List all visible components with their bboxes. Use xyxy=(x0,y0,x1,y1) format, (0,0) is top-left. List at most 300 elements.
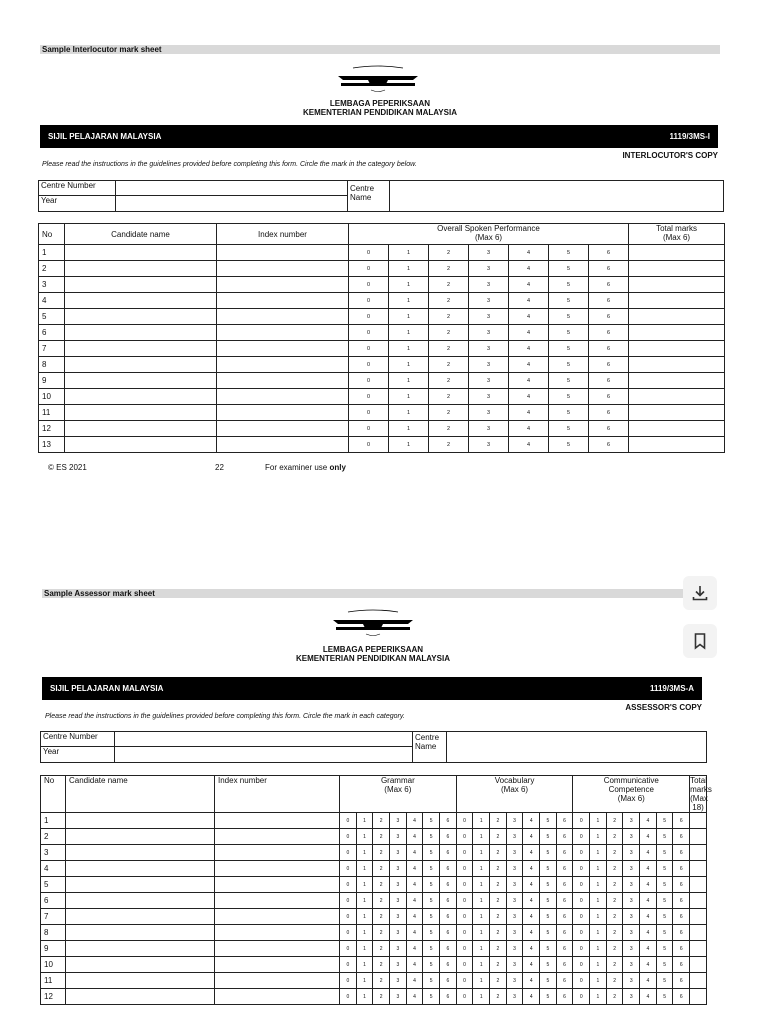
score-option[interactable]: 0 xyxy=(573,957,590,973)
score-option[interactable]: 1 xyxy=(473,989,490,1005)
score-option[interactable]: 0 xyxy=(573,861,590,877)
total-marks-cell[interactable] xyxy=(629,245,725,261)
score-option[interactable]: 2 xyxy=(373,925,390,941)
score-option[interactable]: 6 xyxy=(440,861,457,877)
download-button[interactable] xyxy=(683,576,717,610)
score-option[interactable]: 1 xyxy=(473,813,490,829)
score-option[interactable]: 3 xyxy=(623,973,640,989)
score-option[interactable]: 0 xyxy=(349,325,389,341)
score-option[interactable]: 3 xyxy=(469,357,509,373)
score-option[interactable]: 0 xyxy=(340,861,357,877)
score-option[interactable]: 1 xyxy=(389,325,429,341)
total-marks-cell[interactable] xyxy=(690,989,707,1005)
index-number-cell[interactable] xyxy=(217,437,349,453)
score-option[interactable]: 4 xyxy=(406,957,423,973)
total-marks-cell[interactable] xyxy=(629,357,725,373)
score-option[interactable]: 6 xyxy=(556,957,573,973)
index-number-cell[interactable] xyxy=(215,813,340,829)
score-option[interactable]: 2 xyxy=(490,957,507,973)
score-option[interactable]: 4 xyxy=(509,277,549,293)
score-option[interactable]: 6 xyxy=(589,277,629,293)
score-option[interactable]: 5 xyxy=(549,309,589,325)
score-option[interactable]: 2 xyxy=(606,877,623,893)
score-option[interactable]: 6 xyxy=(440,845,457,861)
score-option[interactable]: 5 xyxy=(656,893,673,909)
index-number-cell[interactable] xyxy=(217,245,349,261)
index-number-cell[interactable] xyxy=(217,341,349,357)
index-number-cell[interactable] xyxy=(215,893,340,909)
score-option[interactable]: 1 xyxy=(389,421,429,437)
score-option[interactable]: 2 xyxy=(429,293,469,309)
score-option[interactable]: 2 xyxy=(429,357,469,373)
index-number-cell[interactable] xyxy=(217,261,349,277)
score-option[interactable]: 6 xyxy=(673,989,690,1005)
score-option[interactable]: 2 xyxy=(429,245,469,261)
score-option[interactable]: 3 xyxy=(623,813,640,829)
score-option[interactable]: 0 xyxy=(456,925,473,941)
candidate-name-cell[interactable] xyxy=(66,973,215,989)
score-option[interactable]: 5 xyxy=(423,941,440,957)
score-option[interactable]: 6 xyxy=(440,877,457,893)
index-number-cell[interactable] xyxy=(217,293,349,309)
score-option[interactable]: 3 xyxy=(469,261,509,277)
candidate-name-cell[interactable] xyxy=(65,309,217,325)
score-option[interactable]: 0 xyxy=(573,813,590,829)
score-option[interactable]: 5 xyxy=(549,277,589,293)
score-option[interactable]: 6 xyxy=(440,989,457,1005)
score-option[interactable]: 5 xyxy=(540,877,557,893)
total-marks-cell[interactable] xyxy=(629,389,725,405)
score-option[interactable]: 0 xyxy=(573,845,590,861)
score-option[interactable]: 2 xyxy=(429,389,469,405)
candidate-name-cell[interactable] xyxy=(65,421,217,437)
score-option[interactable]: 4 xyxy=(509,389,549,405)
score-option[interactable]: 5 xyxy=(656,941,673,957)
score-option[interactable]: 3 xyxy=(390,893,407,909)
score-option[interactable]: 3 xyxy=(390,829,407,845)
score-option[interactable]: 2 xyxy=(373,829,390,845)
centre-name-field[interactable] xyxy=(390,181,724,212)
score-option[interactable]: 4 xyxy=(523,845,540,861)
score-option[interactable]: 0 xyxy=(573,941,590,957)
total-marks-cell[interactable] xyxy=(629,405,725,421)
score-option[interactable]: 2 xyxy=(490,861,507,877)
score-option[interactable]: 1 xyxy=(473,957,490,973)
score-option[interactable]: 3 xyxy=(390,909,407,925)
score-option[interactable]: 6 xyxy=(440,829,457,845)
score-option[interactable]: 4 xyxy=(640,813,657,829)
score-option[interactable]: 1 xyxy=(356,989,373,1005)
score-option[interactable]: 4 xyxy=(523,989,540,1005)
score-option[interactable]: 4 xyxy=(509,373,549,389)
score-option[interactable]: 0 xyxy=(340,957,357,973)
score-option[interactable]: 5 xyxy=(423,957,440,973)
score-option[interactable]: 6 xyxy=(440,957,457,973)
score-option[interactable]: 3 xyxy=(469,421,509,437)
score-option[interactable]: 6 xyxy=(440,893,457,909)
score-option[interactable]: 4 xyxy=(509,341,549,357)
score-option[interactable]: 5 xyxy=(423,861,440,877)
score-option[interactable]: 6 xyxy=(556,813,573,829)
score-option[interactable]: 1 xyxy=(389,261,429,277)
index-number-cell[interactable] xyxy=(215,973,340,989)
score-option[interactable]: 3 xyxy=(469,405,509,421)
score-option[interactable]: 4 xyxy=(640,877,657,893)
score-option[interactable]: 3 xyxy=(390,845,407,861)
score-option[interactable]: 0 xyxy=(349,357,389,373)
score-option[interactable]: 6 xyxy=(589,309,629,325)
score-option[interactable]: 4 xyxy=(523,957,540,973)
score-option[interactable]: 5 xyxy=(549,437,589,453)
score-option[interactable]: 3 xyxy=(623,957,640,973)
score-option[interactable]: 3 xyxy=(469,277,509,293)
score-option[interactable]: 4 xyxy=(523,877,540,893)
score-option[interactable]: 4 xyxy=(523,941,540,957)
year-field-2[interactable] xyxy=(115,747,413,763)
score-option[interactable]: 6 xyxy=(589,245,629,261)
score-option[interactable]: 4 xyxy=(640,973,657,989)
score-option[interactable]: 3 xyxy=(469,389,509,405)
score-option[interactable]: 5 xyxy=(656,973,673,989)
score-option[interactable]: 2 xyxy=(373,941,390,957)
score-option[interactable]: 1 xyxy=(590,845,607,861)
score-option[interactable]: 0 xyxy=(340,909,357,925)
score-option[interactable]: 4 xyxy=(640,989,657,1005)
score-option[interactable]: 2 xyxy=(373,973,390,989)
score-option[interactable]: 0 xyxy=(340,893,357,909)
score-option[interactable]: 3 xyxy=(623,845,640,861)
index-number-cell[interactable] xyxy=(217,357,349,373)
score-option[interactable]: 4 xyxy=(406,989,423,1005)
total-marks-cell[interactable] xyxy=(629,309,725,325)
total-marks-cell[interactable] xyxy=(690,829,707,845)
score-option[interactable]: 6 xyxy=(556,829,573,845)
score-option[interactable]: 6 xyxy=(673,941,690,957)
score-option[interactable]: 0 xyxy=(349,261,389,277)
score-option[interactable]: 5 xyxy=(423,925,440,941)
score-option[interactable]: 4 xyxy=(523,861,540,877)
score-option[interactable]: 6 xyxy=(440,909,457,925)
score-option[interactable]: 2 xyxy=(490,893,507,909)
score-option[interactable]: 0 xyxy=(456,813,473,829)
score-option[interactable]: 5 xyxy=(423,893,440,909)
score-option[interactable]: 4 xyxy=(640,829,657,845)
score-option[interactable]: 5 xyxy=(656,845,673,861)
score-option[interactable]: 3 xyxy=(390,877,407,893)
score-option[interactable]: 1 xyxy=(590,989,607,1005)
score-option[interactable]: 4 xyxy=(406,813,423,829)
score-option[interactable]: 3 xyxy=(506,813,523,829)
score-option[interactable]: 2 xyxy=(373,877,390,893)
score-option[interactable]: 2 xyxy=(490,989,507,1005)
index-number-cell[interactable] xyxy=(217,325,349,341)
score-option[interactable]: 5 xyxy=(656,925,673,941)
score-option[interactable]: 4 xyxy=(406,877,423,893)
candidate-name-cell[interactable] xyxy=(66,941,215,957)
score-option[interactable]: 2 xyxy=(429,325,469,341)
score-option[interactable]: 3 xyxy=(623,829,640,845)
score-option[interactable]: 1 xyxy=(473,829,490,845)
score-option[interactable]: 1 xyxy=(473,973,490,989)
score-option[interactable]: 1 xyxy=(590,909,607,925)
score-option[interactable]: 3 xyxy=(506,909,523,925)
candidate-name-cell[interactable] xyxy=(65,277,217,293)
score-option[interactable]: 3 xyxy=(390,925,407,941)
score-option[interactable]: 5 xyxy=(549,373,589,389)
index-number-cell[interactable] xyxy=(215,957,340,973)
candidate-name-cell[interactable] xyxy=(65,293,217,309)
score-option[interactable]: 4 xyxy=(406,941,423,957)
score-option[interactable]: 2 xyxy=(429,405,469,421)
score-option[interactable]: 6 xyxy=(556,877,573,893)
score-option[interactable]: 4 xyxy=(640,925,657,941)
score-option[interactable]: 4 xyxy=(523,973,540,989)
score-option[interactable]: 1 xyxy=(473,861,490,877)
centre-number-field-2[interactable] xyxy=(115,732,413,747)
total-marks-cell[interactable] xyxy=(629,277,725,293)
index-number-cell[interactable] xyxy=(217,405,349,421)
score-option[interactable]: 1 xyxy=(356,893,373,909)
score-option[interactable]: 0 xyxy=(573,893,590,909)
score-option[interactable]: 0 xyxy=(456,973,473,989)
score-option[interactable]: 3 xyxy=(623,925,640,941)
score-option[interactable]: 2 xyxy=(490,877,507,893)
score-option[interactable]: 5 xyxy=(423,829,440,845)
score-option[interactable]: 2 xyxy=(429,277,469,293)
score-option[interactable]: 3 xyxy=(506,845,523,861)
score-option[interactable]: 5 xyxy=(540,973,557,989)
score-option[interactable]: 6 xyxy=(556,845,573,861)
score-option[interactable]: 4 xyxy=(509,357,549,373)
score-option[interactable]: 5 xyxy=(423,877,440,893)
score-option[interactable]: 1 xyxy=(389,277,429,293)
score-option[interactable]: 2 xyxy=(606,829,623,845)
total-marks-cell[interactable] xyxy=(629,341,725,357)
score-option[interactable]: 5 xyxy=(656,957,673,973)
score-option[interactable]: 5 xyxy=(540,909,557,925)
score-option[interactable]: 6 xyxy=(589,341,629,357)
score-option[interactable]: 3 xyxy=(623,909,640,925)
score-option[interactable]: 6 xyxy=(589,261,629,277)
total-marks-cell[interactable] xyxy=(690,957,707,973)
score-option[interactable]: 3 xyxy=(390,973,407,989)
candidate-name-cell[interactable] xyxy=(65,437,217,453)
score-option[interactable]: 2 xyxy=(490,829,507,845)
score-option[interactable]: 4 xyxy=(523,909,540,925)
score-option[interactable]: 5 xyxy=(423,909,440,925)
score-option[interactable]: 2 xyxy=(429,261,469,277)
score-option[interactable]: 1 xyxy=(389,341,429,357)
score-option[interactable]: 6 xyxy=(589,325,629,341)
score-option[interactable]: 0 xyxy=(340,845,357,861)
score-option[interactable]: 0 xyxy=(456,957,473,973)
score-option[interactable]: 5 xyxy=(540,941,557,957)
index-number-cell[interactable] xyxy=(217,389,349,405)
score-option[interactable]: 1 xyxy=(389,405,429,421)
score-option[interactable]: 0 xyxy=(349,245,389,261)
score-option[interactable]: 0 xyxy=(349,421,389,437)
total-marks-cell[interactable] xyxy=(629,421,725,437)
score-option[interactable]: 6 xyxy=(673,877,690,893)
score-option[interactable]: 1 xyxy=(356,845,373,861)
candidate-name-cell[interactable] xyxy=(65,405,217,421)
total-marks-cell[interactable] xyxy=(629,437,725,453)
total-marks-cell[interactable] xyxy=(690,861,707,877)
score-option[interactable]: 3 xyxy=(623,941,640,957)
index-number-cell[interactable] xyxy=(215,845,340,861)
score-option[interactable]: 4 xyxy=(640,845,657,861)
score-option[interactable]: 3 xyxy=(469,325,509,341)
score-option[interactable]: 2 xyxy=(429,437,469,453)
index-number-cell[interactable] xyxy=(215,925,340,941)
score-option[interactable]: 0 xyxy=(349,389,389,405)
candidate-name-cell[interactable] xyxy=(65,341,217,357)
index-number-cell[interactable] xyxy=(215,989,340,1005)
score-option[interactable]: 6 xyxy=(589,373,629,389)
score-option[interactable]: 5 xyxy=(540,845,557,861)
score-option[interactable]: 3 xyxy=(390,957,407,973)
score-option[interactable]: 2 xyxy=(606,957,623,973)
score-option[interactable]: 4 xyxy=(509,421,549,437)
score-option[interactable]: 2 xyxy=(490,909,507,925)
score-option[interactable]: 2 xyxy=(490,941,507,957)
score-option[interactable]: 3 xyxy=(506,941,523,957)
total-marks-cell[interactable] xyxy=(690,893,707,909)
candidate-name-cell[interactable] xyxy=(66,989,215,1005)
score-option[interactable]: 4 xyxy=(640,957,657,973)
score-option[interactable]: 5 xyxy=(656,813,673,829)
score-option[interactable]: 2 xyxy=(373,957,390,973)
score-option[interactable]: 2 xyxy=(606,973,623,989)
score-option[interactable]: 5 xyxy=(549,405,589,421)
score-option[interactable]: 0 xyxy=(340,973,357,989)
score-option[interactable]: 0 xyxy=(349,277,389,293)
score-option[interactable]: 3 xyxy=(469,341,509,357)
score-option[interactable]: 5 xyxy=(549,389,589,405)
candidate-name-cell[interactable] xyxy=(65,325,217,341)
total-marks-cell[interactable] xyxy=(629,373,725,389)
score-option[interactable]: 6 xyxy=(673,845,690,861)
score-option[interactable]: 1 xyxy=(473,877,490,893)
total-marks-cell[interactable] xyxy=(690,877,707,893)
score-option[interactable]: 5 xyxy=(540,893,557,909)
score-option[interactable]: 4 xyxy=(523,829,540,845)
score-option[interactable]: 3 xyxy=(506,957,523,973)
score-option[interactable]: 4 xyxy=(509,245,549,261)
score-option[interactable]: 0 xyxy=(340,941,357,957)
score-option[interactable]: 5 xyxy=(540,925,557,941)
score-option[interactable]: 1 xyxy=(389,437,429,453)
index-number-cell[interactable] xyxy=(215,861,340,877)
score-option[interactable]: 4 xyxy=(509,325,549,341)
score-option[interactable]: 0 xyxy=(340,877,357,893)
score-option[interactable]: 6 xyxy=(673,813,690,829)
score-option[interactable]: 6 xyxy=(589,421,629,437)
score-option[interactable]: 6 xyxy=(556,893,573,909)
score-option[interactable]: 0 xyxy=(456,989,473,1005)
score-option[interactable]: 3 xyxy=(390,861,407,877)
score-option[interactable]: 4 xyxy=(509,309,549,325)
index-number-cell[interactable] xyxy=(215,909,340,925)
score-option[interactable]: 0 xyxy=(573,829,590,845)
score-option[interactable]: 4 xyxy=(406,845,423,861)
score-option[interactable]: 3 xyxy=(469,309,509,325)
score-option[interactable]: 6 xyxy=(589,293,629,309)
score-option[interactable]: 1 xyxy=(356,957,373,973)
candidate-name-cell[interactable] xyxy=(65,261,217,277)
candidate-name-cell[interactable] xyxy=(66,829,215,845)
score-option[interactable]: 5 xyxy=(549,325,589,341)
candidate-name-cell[interactable] xyxy=(66,877,215,893)
score-option[interactable]: 0 xyxy=(456,941,473,957)
score-option[interactable]: 6 xyxy=(556,989,573,1005)
score-option[interactable]: 6 xyxy=(673,909,690,925)
score-option[interactable]: 3 xyxy=(469,293,509,309)
score-option[interactable]: 5 xyxy=(656,861,673,877)
score-option[interactable]: 2 xyxy=(606,861,623,877)
score-option[interactable]: 1 xyxy=(389,309,429,325)
score-option[interactable]: 0 xyxy=(573,989,590,1005)
score-option[interactable]: 1 xyxy=(389,389,429,405)
score-option[interactable]: 3 xyxy=(506,893,523,909)
score-option[interactable]: 5 xyxy=(423,813,440,829)
score-option[interactable]: 6 xyxy=(440,941,457,957)
score-option[interactable]: 5 xyxy=(549,341,589,357)
score-option[interactable]: 2 xyxy=(490,973,507,989)
total-marks-cell[interactable] xyxy=(629,325,725,341)
score-option[interactable]: 4 xyxy=(509,405,549,421)
score-option[interactable]: 2 xyxy=(606,909,623,925)
score-option[interactable]: 2 xyxy=(429,421,469,437)
score-option[interactable]: 5 xyxy=(540,861,557,877)
score-option[interactable]: 0 xyxy=(456,829,473,845)
score-option[interactable]: 2 xyxy=(606,941,623,957)
candidate-name-cell[interactable] xyxy=(66,957,215,973)
score-option[interactable]: 2 xyxy=(373,989,390,1005)
score-option[interactable]: 1 xyxy=(590,861,607,877)
total-marks-cell[interactable] xyxy=(629,293,725,309)
score-option[interactable]: 4 xyxy=(406,909,423,925)
score-option[interactable]: 1 xyxy=(356,925,373,941)
score-option[interactable]: 1 xyxy=(473,845,490,861)
score-option[interactable]: 1 xyxy=(356,829,373,845)
score-option[interactable]: 6 xyxy=(673,925,690,941)
score-option[interactable]: 3 xyxy=(506,829,523,845)
score-option[interactable]: 0 xyxy=(456,909,473,925)
score-option[interactable]: 6 xyxy=(673,893,690,909)
score-option[interactable]: 3 xyxy=(390,941,407,957)
score-option[interactable]: 6 xyxy=(556,861,573,877)
score-option[interactable]: 2 xyxy=(429,341,469,357)
score-option[interactable]: 2 xyxy=(606,989,623,1005)
centre-name-field-2[interactable] xyxy=(447,732,707,763)
score-option[interactable]: 1 xyxy=(473,941,490,957)
score-option[interactable]: 3 xyxy=(623,989,640,1005)
score-option[interactable]: 0 xyxy=(456,861,473,877)
candidate-name-cell[interactable] xyxy=(65,389,217,405)
score-option[interactable]: 2 xyxy=(373,909,390,925)
score-option[interactable]: 0 xyxy=(573,925,590,941)
score-option[interactable]: 4 xyxy=(509,437,549,453)
score-option[interactable]: 4 xyxy=(640,893,657,909)
score-option[interactable]: 3 xyxy=(506,989,523,1005)
score-option[interactable]: 5 xyxy=(549,357,589,373)
score-option[interactable]: 5 xyxy=(540,813,557,829)
score-option[interactable]: 1 xyxy=(389,245,429,261)
score-option[interactable]: 6 xyxy=(673,973,690,989)
score-option[interactable]: 6 xyxy=(673,957,690,973)
score-option[interactable]: 4 xyxy=(640,861,657,877)
